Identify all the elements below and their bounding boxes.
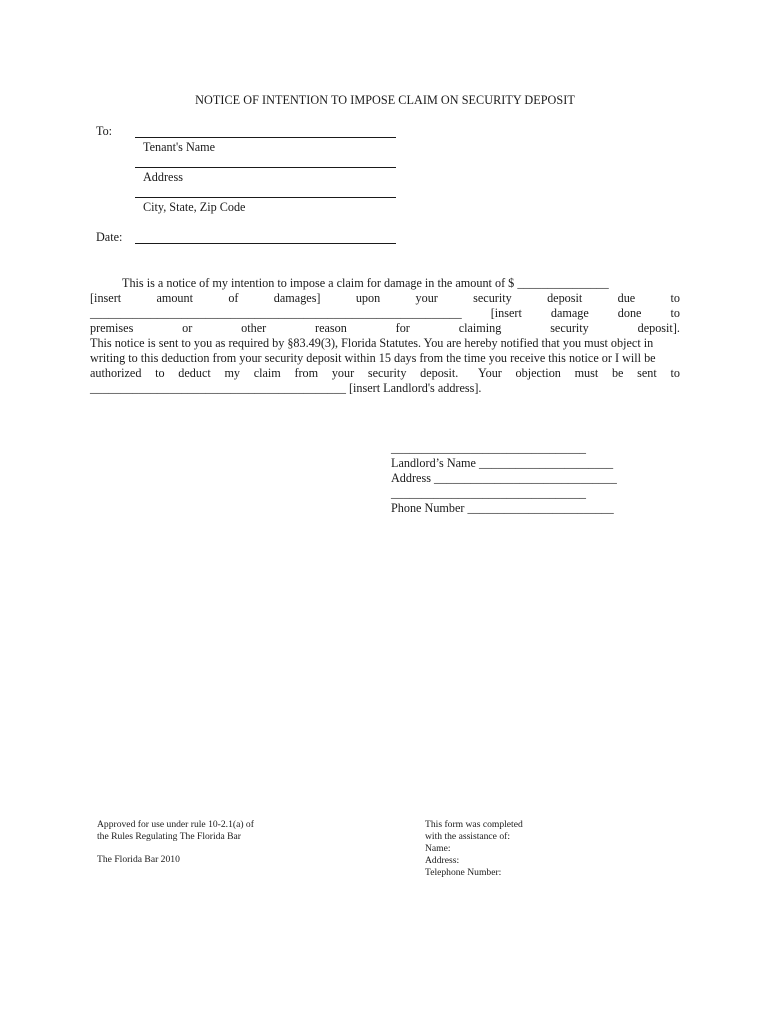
word: done <box>617 306 642 320</box>
word: your <box>331 366 355 380</box>
word: claim <box>253 366 281 380</box>
word: reason <box>315 321 347 335</box>
completed-address: Address: <box>425 855 460 866</box>
word: premises <box>90 321 134 335</box>
body-line-4 <box>90 321 680 336</box>
word: Your <box>478 366 502 380</box>
word: or <box>182 321 193 335</box>
city-state-zip-line[interactable] <box>135 197 396 198</box>
word: to <box>670 306 680 320</box>
body-line-3 <box>90 306 680 321</box>
date-label: Date: <box>96 230 123 244</box>
landlord-address-field[interactable]: Address ______________________________ <box>391 471 617 485</box>
approval-notice <box>97 819 254 843</box>
date-line[interactable] <box>135 243 396 244</box>
word: for <box>395 321 410 335</box>
completed-line-2: with the assistance of: <box>425 831 510 842</box>
word: security <box>473 291 512 305</box>
word: deposit]. <box>637 321 680 335</box>
approval-line-1: Approved for use under rule 10-2.1(a) of <box>97 819 254 830</box>
document-title: NOTICE OF INTENTION TO IMPOSE CLAIM ON SECURITY DEPOSIT <box>195 93 575 107</box>
word: upon <box>355 291 381 305</box>
word: amount <box>156 291 194 305</box>
tenant-name-caption: Tenant's Name <box>143 140 216 154</box>
word: [insert <box>90 291 122 305</box>
word: of <box>228 291 239 305</box>
word: authorized <box>90 366 142 380</box>
word: from <box>294 366 319 380</box>
word: damage <box>550 306 589 320</box>
damage-blank: _____________________________________________________________ <box>90 306 462 320</box>
body-line-2 <box>90 291 680 306</box>
completed-telephone: Telephone Number: <box>425 867 502 878</box>
word: security <box>367 366 407 380</box>
landlord-address-line-2[interactable]: ________________________________ <box>391 486 586 500</box>
completed-line-1: This form was completed <box>425 819 523 830</box>
word: to <box>670 291 680 305</box>
word: be <box>611 366 624 380</box>
approval-line-2: the Rules Regulating The Florida Bar <box>97 831 241 842</box>
body-line-1: This is a notice of my intention to impose a claim for damage in the amount of $ _______________ <box>122 276 609 290</box>
tenant-name-line[interactable] <box>135 137 396 138</box>
signature-line[interactable]: ________________________________ <box>391 441 586 455</box>
word: damages] <box>273 291 321 305</box>
word: deduct <box>178 366 211 380</box>
florida-bar-year: The Florida Bar 2010 <box>97 854 180 865</box>
word: [insert <box>490 306 522 320</box>
completed-name: Name: <box>425 843 451 854</box>
city-state-zip-caption: City, State, Zip Code <box>143 200 246 214</box>
phone-number-field[interactable]: Phone Number ________________________ <box>391 501 614 515</box>
completion-notice <box>425 819 523 879</box>
address-line[interactable] <box>135 167 396 168</box>
word: claiming <box>458 321 502 335</box>
word: other <box>241 321 267 335</box>
word: deposit <box>547 291 583 305</box>
word: objection <box>515 366 561 380</box>
to-label: To: <box>96 124 113 138</box>
word: my <box>224 366 241 380</box>
landlord-name-field[interactable]: Landlord’s Name ______________________ <box>391 456 614 470</box>
word: security <box>550 321 589 335</box>
word: to <box>155 366 165 380</box>
body-line-6: writing to this deduction from your security deposit within 15 days from the time you receive this notice or I will be <box>90 351 656 365</box>
word: your <box>415 291 438 305</box>
body-line-7 <box>90 366 680 381</box>
word: due <box>617 291 636 305</box>
word: deposit. <box>420 366 459 380</box>
word: must <box>574 366 599 380</box>
word: sent <box>637 366 657 380</box>
body-line-8: __________________________________________ [insert Landlord's address]. <box>90 381 482 395</box>
word: to <box>670 366 680 380</box>
address-caption: Address <box>143 170 183 184</box>
body-line-5: This notice is sent to you as required by §83.49(3), Florida Statutes. You are hereby notified that you must object in <box>90 336 654 350</box>
